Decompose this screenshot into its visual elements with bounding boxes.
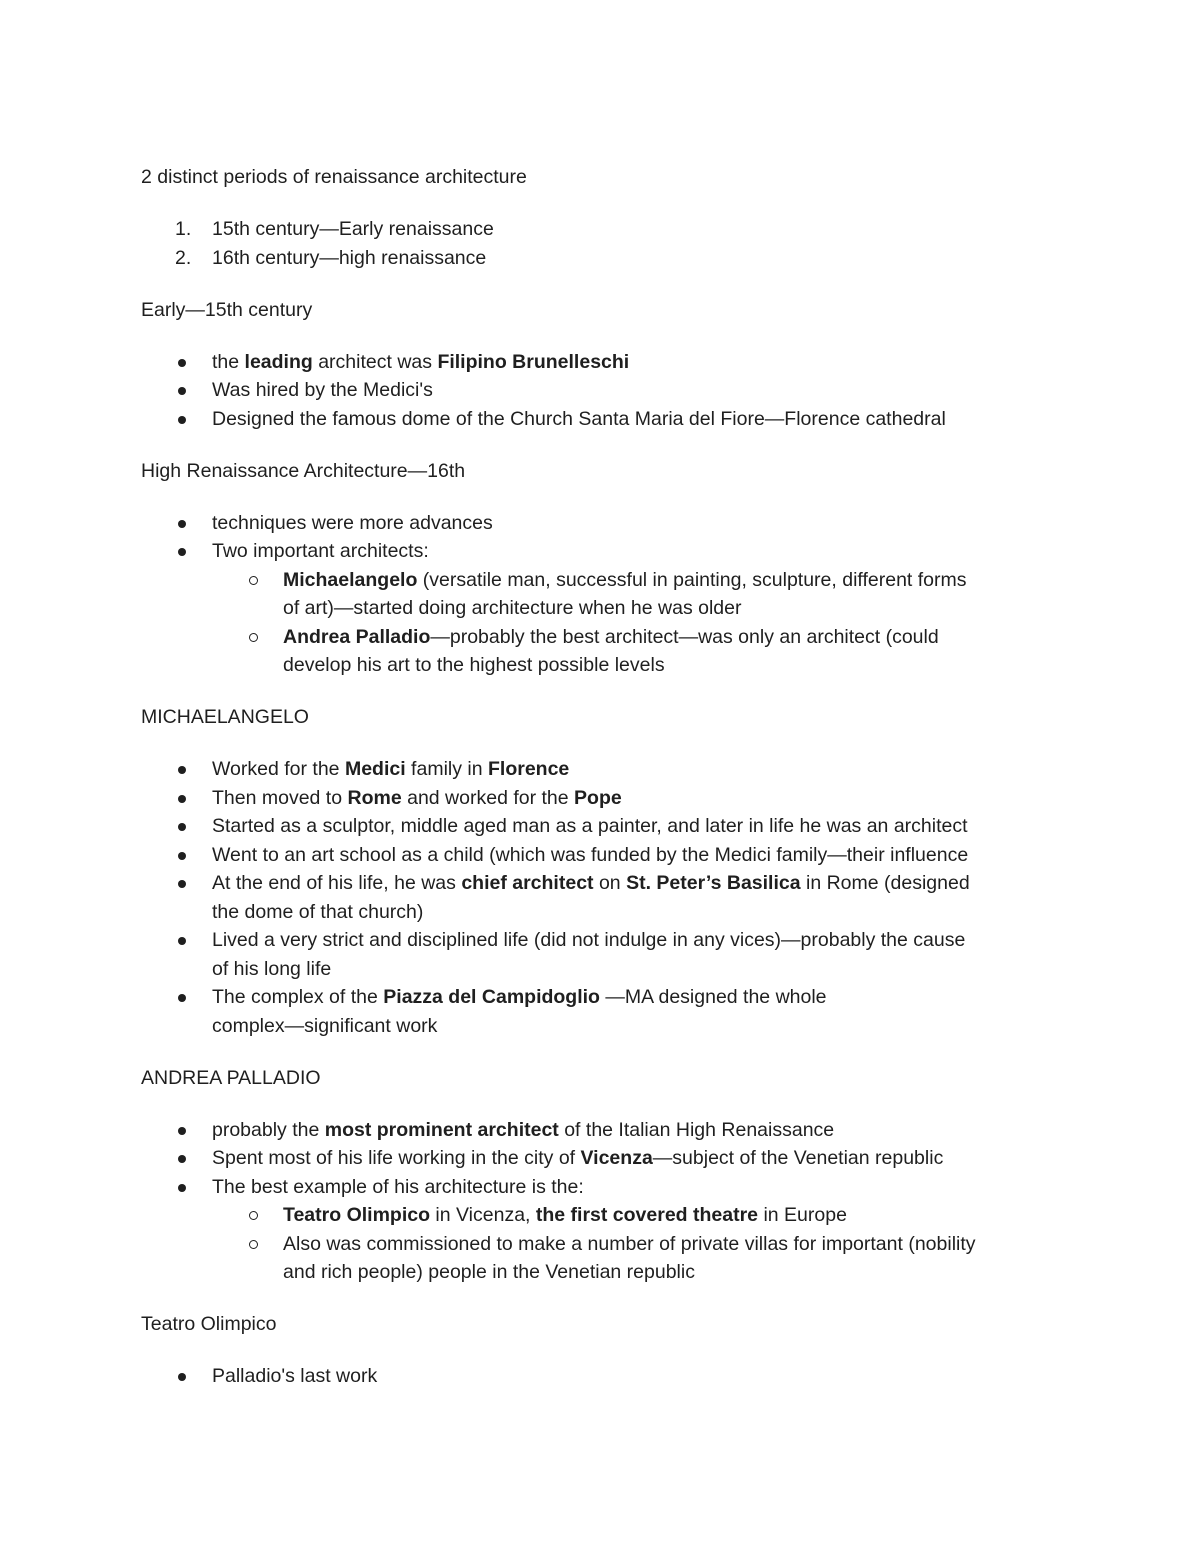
bullet-icon [178,548,186,556]
bullet-icon [178,823,186,831]
hollow-bullet-icon [249,576,258,585]
bullet-icon [178,937,186,945]
list-number: 2. [175,246,192,269]
list-number: 1. [175,218,192,240]
list-item: the leading architect was Filipino Brunelleschi [141,348,1061,377]
bullet-icon [178,766,186,774]
high-heading: High Renaissance Architecture—16th [141,459,466,482]
sublist-item: Michaelangelo (versatile man, successful in painting, sculpture, different forms of art)—started doing architecture when he was older [141,566,1061,623]
palladio-sublist [141,1201,1061,1287]
list-item: 2. 16th century—high renaissance [141,244,1061,273]
michaelangelo-heading: MICHAELANGELO [141,706,309,728]
bullet-icon [178,359,186,367]
hollow-bullet-icon [249,633,258,642]
bullet-icon [178,1373,186,1381]
list-item: The complex of the Piazza del Campidoglio —MA designed the whole complex—significant work [141,983,1061,1040]
bullet-icon [178,1184,186,1192]
list-item: Worked for the Medici family in Florence [141,755,1061,784]
list-item: Started as a sculptor, middle aged man as a painter, and later in life he was an architect [141,812,1061,841]
list-item: Then moved to Rome and worked for the Pope [141,784,1061,813]
list-item: Went to an art school as a child (which was funded by the Medici family—their influence [141,841,1061,870]
palladio-heading: ANDREA PALLADIO [141,1066,321,1089]
bullet-icon [178,1155,186,1163]
michaelangelo-list [141,755,1061,1040]
bullet-icon [178,852,186,860]
list-item: Designed the famous dome of the Church Santa Maria del Fiore—Florence cathedral [141,405,1061,434]
list-item: Two important architects: [141,537,1061,566]
list-item: techniques were more advances [141,509,1061,538]
document-body [141,163,1061,1391]
bullet-icon [178,795,186,803]
list-item: The best example of his architecture is the: [141,1173,1061,1202]
bullet-icon [178,416,186,424]
periods-list [141,215,1061,272]
list-item: Spent most of his life working in the city of Vicenza—subject of the Venetian republic [141,1144,1061,1173]
bullet-icon [178,1127,186,1135]
list-item: 1. 15th century—Early renaissance [141,215,1061,244]
hollow-bullet-icon [249,1211,258,1220]
hollow-bullet-icon [249,1240,258,1249]
bullet-icon [178,520,186,528]
high-list [141,509,1061,566]
sublist-item: Also was commissioned to make a number of private villas for important (nobility and rich people) people in the Venetian republic [141,1230,1061,1287]
early-list [141,348,1061,434]
list-item: At the end of his life, he was chief architect on St. Peter’s Basilica in Rome (designed the dome of that church) [141,869,1061,926]
early-heading: Early—15th century [141,298,313,321]
intro-heading: 2 distinct periods of renaissance architecture [141,166,527,188]
teatro-list [141,1362,1061,1391]
sublist-item: Teatro Olimpico in Vicenza, the first covered theatre in Europe [141,1201,1061,1230]
bullet-icon [178,994,186,1002]
high-sublist [141,566,1061,680]
teatro-heading: Teatro Olimpico [141,1313,277,1335]
list-item: probably the most prominent architect of the Italian High Renaissance [141,1116,1061,1145]
list-item: Was hired by the Medici's [141,376,1061,405]
bullet-icon [178,880,186,888]
bullet-icon [178,387,186,395]
list-item: Palladio's last work [141,1362,1061,1391]
palladio-list [141,1116,1061,1202]
list-item: Lived a very strict and disciplined life (did not indulge in any vices)—probably the cause of his long life [141,926,1061,983]
sublist-item: Andrea Palladio—probably the best architect—was only an architect (could develop his art to the highest possible levels [141,623,1061,680]
